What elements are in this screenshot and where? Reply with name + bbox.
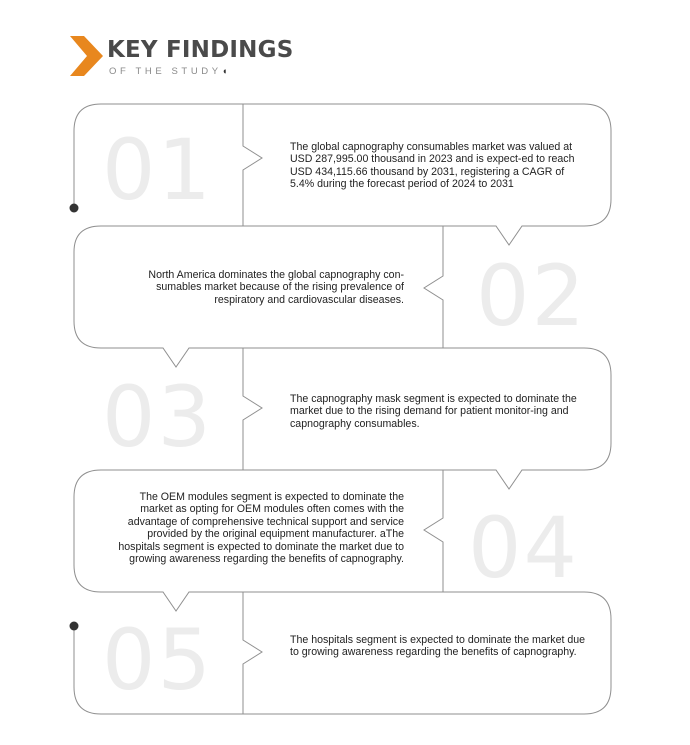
timeline-end-dot [70,622,79,631]
finding-number-05: 05 [102,611,213,709]
finding-number-01: 01 [102,121,213,219]
page-subtitle: OF THE STUDY◖ [109,66,228,77]
finding-text-03: The capnography mask segment is expected to dominate the market due to the rising demand for patient monitor-ing and capnography consumables. [290,393,577,430]
finding-number-03: 03 [102,368,213,466]
crescent-icon: ◖ [221,66,228,77]
finding-text-04: The OEM modules segment is expected to dominate the market as opting for OEM modules often comes with the advantage of comprehensive technical support and service provided by the original equipment manufacturer. aThe hospitals segment is expected to dominate the market due to growing awareness regarding the benefits of capnography. [118,491,404,566]
finding-number-04: 04 [468,499,579,597]
timeline-start-dot [70,204,79,213]
page-title: KEY FINDINGS [107,37,294,63]
finding-text-05: The hospitals segment is expected to dominate the market due to growing awareness regarding the benefits of capnography. [290,634,586,659]
finding-text-02: North America dominates the global capnography con-sumables market because of the rising prevalence of respiratory and cardiovascular diseases. [148,269,404,306]
finding-number-02: 02 [476,247,587,345]
finding-text-01: The global capnography consumables market was valued at USD 287,995.00 thousand in 2023 and is expect-ed to reach USD 434,115.66 thousand by 2031, registering a CAGR of 5.4% during the forecast period of 2024 to 2031 [290,141,575,191]
